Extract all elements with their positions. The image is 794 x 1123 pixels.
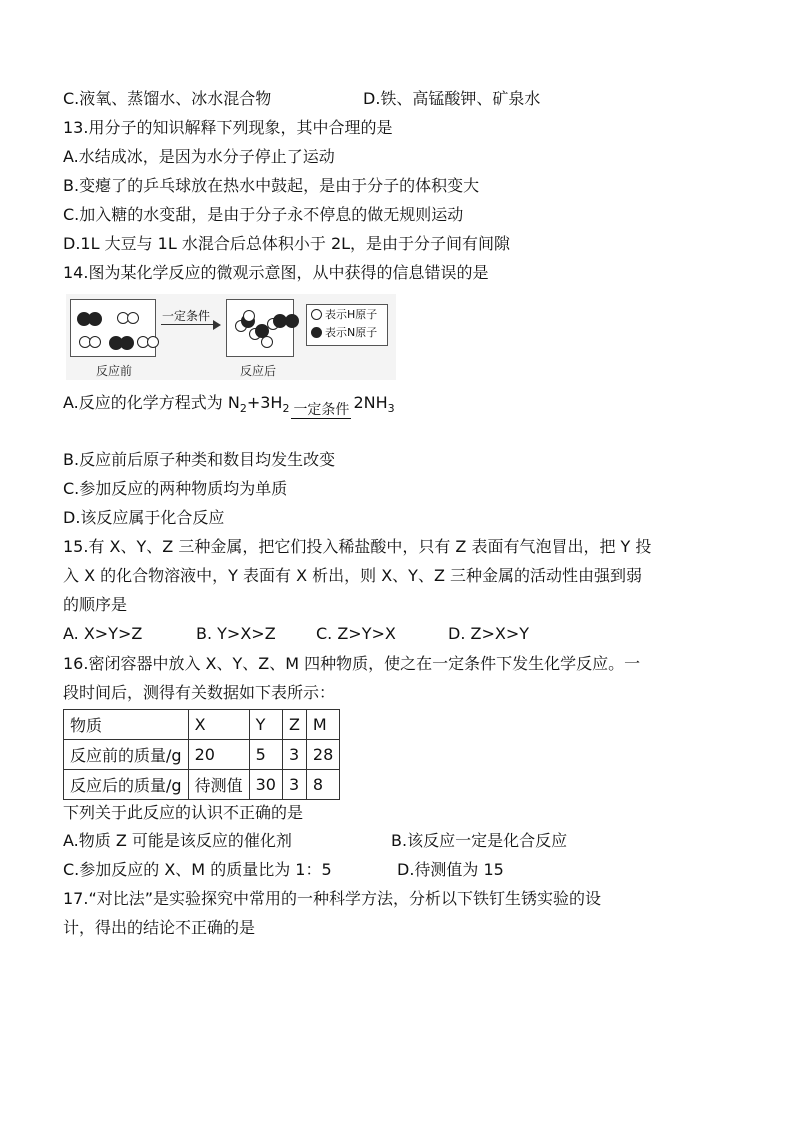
q15-option-d: D. Z>X>Y	[448, 624, 529, 643]
q16-option-c: C.参加反应的 X、M 的质量比为 1：5	[63, 860, 332, 879]
q17-stem-line1: 17.“对比法”是实验探究中常用的一种科学方法，分析以下铁钉生锈实验的设	[63, 889, 602, 908]
reaction-diagram	[66, 294, 396, 380]
q17-stem-line2: 计，得出的结论不正确的是	[63, 918, 256, 937]
n-atom	[285, 314, 299, 328]
q15-stem-line1: 15.有 X、Y、Z 三种金属，把它们投入稀盐酸中，只有 Z 表面有气泡冒出，把 Y 投	[63, 537, 652, 556]
table-cell: X	[188, 710, 249, 740]
q16-stem2: 下列关于此反应的认识不正确的是	[63, 803, 304, 822]
q15-stem-line3: 的顺序是	[63, 595, 128, 614]
table-cell: 反应后的质量/g	[64, 770, 189, 800]
table-cell: 28	[306, 740, 339, 770]
atom-legend	[306, 304, 388, 346]
table-cell: 30	[249, 770, 282, 800]
eq-mid: +3H	[246, 393, 283, 412]
q15-option-c: C. Z>Y>X	[316, 624, 396, 643]
q16-stem-line1: 16.密闭容器中放入 X、Y、Z、M 四种物质，使之在一定条件下发生化学反应。一	[63, 654, 641, 673]
h-atom	[147, 336, 159, 348]
h-atom	[89, 336, 101, 348]
eq-prefix: A.反应的化学方程式为 N	[63, 393, 240, 412]
q14-option-a	[63, 393, 395, 419]
q12-options-cd	[63, 89, 540, 109]
table-cell: 20	[188, 740, 249, 770]
table-cell: 待测值	[188, 770, 249, 800]
q13-option-d: D.1L 大豆与 1L 水混合后总体积小于 2L，是由于分子间有间隙	[63, 234, 511, 253]
q15-stem-line2: 入 X 的化合物溶液中，Y 表面有 X 析出，则 X、Y、Z 三种金属的活动性由强到弱	[63, 566, 642, 585]
table-cell: 3	[282, 740, 306, 770]
reaction-condition-label: 一定条件	[162, 309, 211, 323]
eq-sub: 2	[282, 402, 290, 416]
q16-option-b: B.该反应一定是化合反应	[391, 831, 568, 850]
q15-option-b: B. Y>X>Z	[196, 624, 276, 643]
table-cell: 8	[306, 770, 339, 800]
reaction-arrow	[161, 324, 219, 325]
q16-options-ab	[63, 831, 567, 851]
n-atom	[120, 336, 134, 350]
q15-option-a: A. X>Y>Z	[63, 624, 143, 643]
eq-sub: 3	[387, 402, 395, 416]
q14-option-c: C.参加反应的两种物质均为单质	[63, 479, 288, 498]
h-atom	[127, 312, 139, 324]
table-cell: M	[306, 710, 339, 740]
legend-n-label: 表示N原子	[325, 326, 378, 339]
table-cell: 5	[249, 740, 282, 770]
eq-sub: 2	[239, 402, 247, 416]
table-cell: 反应前的质量/g	[64, 740, 189, 770]
table-row	[64, 770, 340, 800]
q14-option-d: D.该反应属于化合反应	[63, 508, 225, 527]
q16-option-a: A.物质 Z 可能是该反应的催化剂	[63, 831, 292, 850]
before-label: 反应前	[96, 364, 133, 378]
q14-option-b: B.反应前后原子种类和数目均发生改变	[63, 450, 336, 469]
mass-data-table	[63, 709, 340, 800]
n-atom-legend-icon	[311, 327, 322, 338]
table-cell: Y	[249, 710, 282, 740]
q15-options	[63, 624, 529, 644]
table-cell: 物质	[64, 710, 189, 740]
h-atom	[261, 336, 273, 348]
eq-condition-text: 一定条件	[293, 402, 350, 419]
table-row	[64, 740, 340, 770]
table-cell: Z	[282, 710, 306, 740]
q12-option-d: D.铁、高锰酸钾、矿泉水	[363, 89, 541, 108]
q13-option-b: B.变瘪了的乒乓球放在热水中鼓起，是由于分子的体积变大	[63, 176, 480, 195]
eq-condition	[291, 402, 351, 419]
legend-h-row	[307, 305, 387, 323]
legend-h-label: 表示H原子	[325, 308, 378, 321]
after-reaction-box	[226, 299, 294, 357]
q13-option-a: A.水结成冰，是因为水分子停止了运动	[63, 147, 335, 166]
n-atom	[88, 312, 102, 326]
table-cell: 3	[282, 770, 306, 800]
legend-n-row	[307, 323, 387, 341]
q13-stem: 13.用分子的知识解释下列现象，其中合理的是	[63, 118, 393, 137]
table-row	[64, 710, 340, 740]
q16-options-cd	[63, 860, 504, 880]
q16-stem-line2: 段时间后，测得有关数据如下表所示：	[63, 683, 336, 702]
q13-option-c: C.加入糖的水变甜，是由于分子永不停息的做无规则运动	[63, 205, 464, 224]
q16-option-d: D.待测值为 15	[397, 860, 504, 879]
q14-stem: 14.图为某化学反应的微观示意图，从中获得的信息错误的是	[63, 263, 489, 282]
eq-product: 2NH	[353, 393, 388, 412]
h-atom-legend-icon	[311, 309, 322, 320]
after-label: 反应后	[240, 364, 277, 378]
h-atom	[243, 310, 255, 322]
before-reaction-box	[70, 299, 156, 357]
q12-option-c: C.液氧、蒸馏水、冰水混合物	[63, 89, 272, 108]
